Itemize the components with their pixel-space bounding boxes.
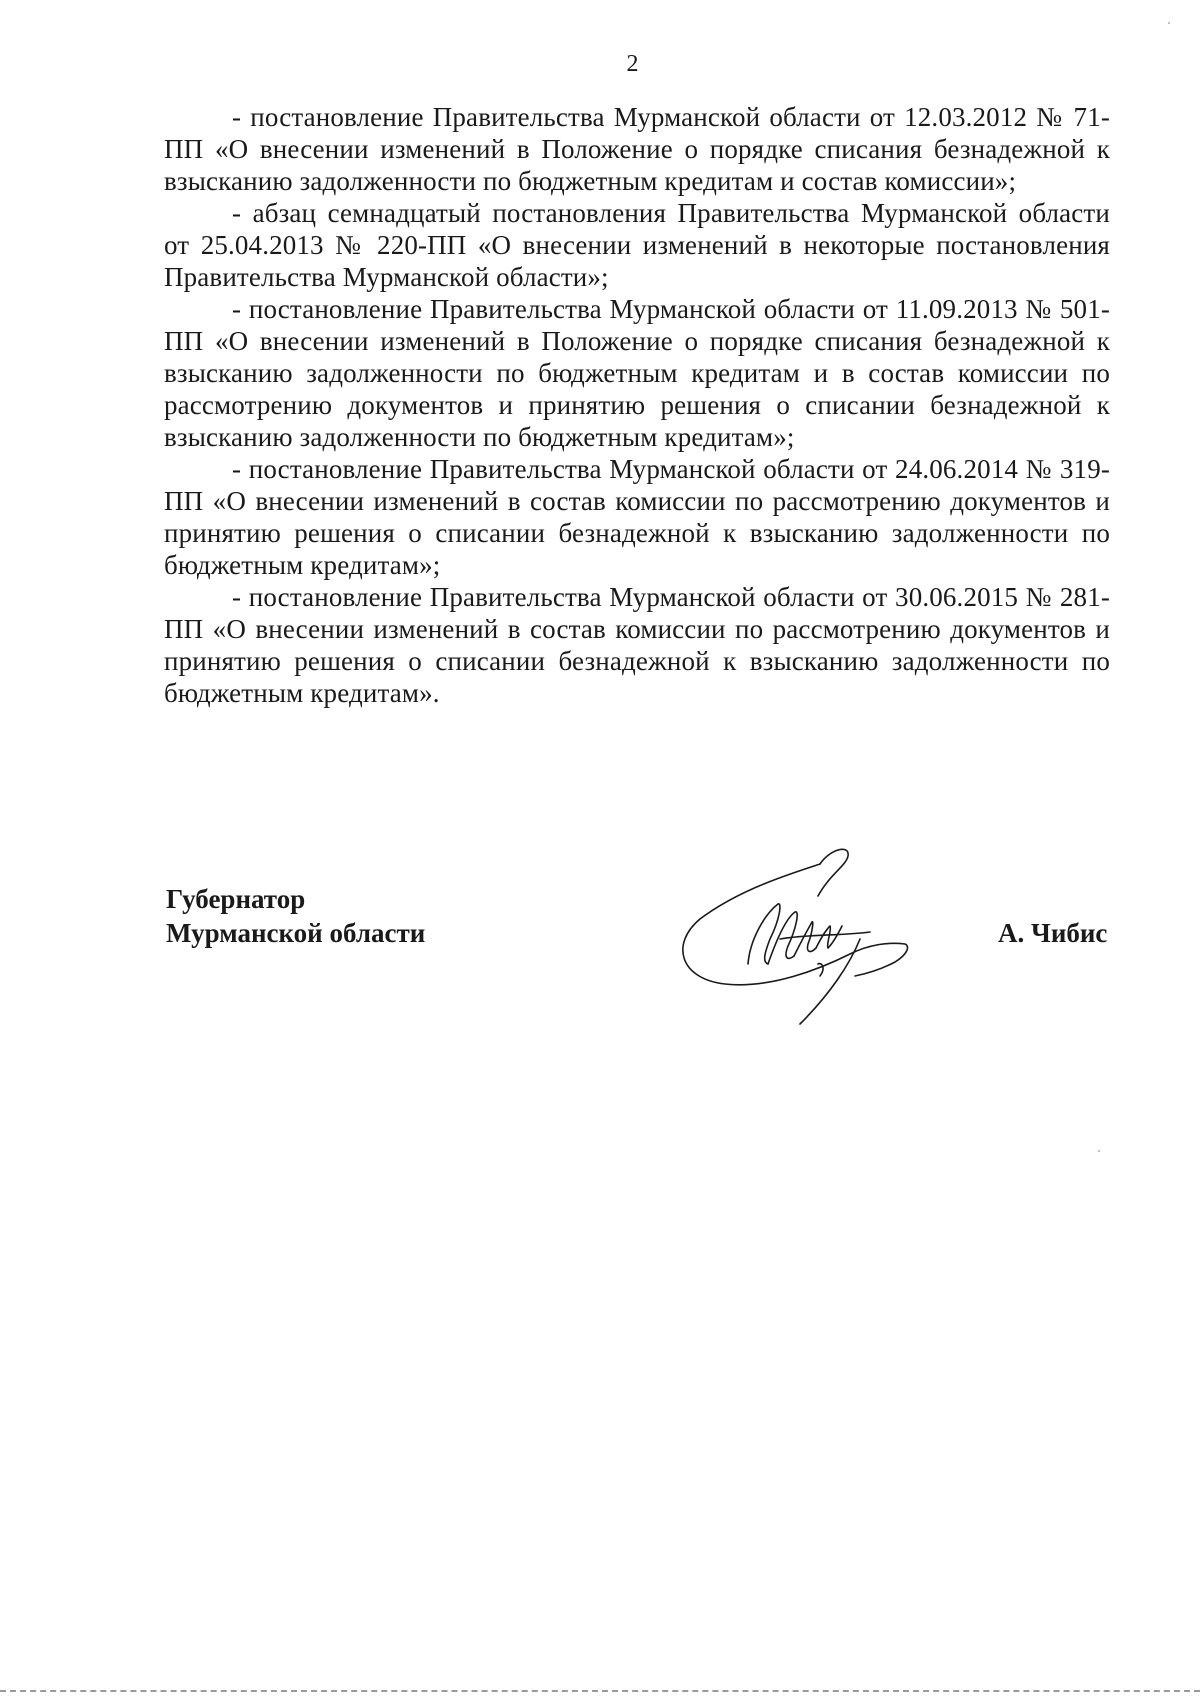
scan-speck — [1168, 22, 1170, 24]
list-item: - абзац семнадцатый постановления Правительства Мурманской области от 25.04.2013 № 220-ПП «О внесении изменений в некоторые постановления Правительства Мурманской области»; — [164, 198, 1110, 292]
handwritten-signature — [670, 844, 940, 1034]
list-item: - постановление Правительства Мурманской области от 12.03.2012 № 71-ПП «О внесении изменений в Положение о порядке списания безнадежной к взысканию задолженности по бюджетным кредитам и состав комиссии»; — [164, 102, 1110, 196]
signature-block — [0, 882, 1200, 1042]
list-item: - постановление Правительства Мурманской области от 24.06.2014 № 319-ПП «О внесении изменений в состав комиссии по рассмотрению документов и принятию решения о списании безнадежной к взысканию задолженности по бюджетным кредитам»; — [164, 454, 1110, 580]
page-number: 2 — [626, 51, 639, 77]
signatory-title-line-2: Мурманской области — [166, 918, 426, 948]
list-item: - постановление Правительства Мурманской области от 11.09.2013 № 501-ПП «О внесении изменений в Положение о порядке списания безнадежной к взысканию задолженности по бюджетным кредитам и в состав комиссии по рассмотрению документов и принятию решения о списании безнадежной к взысканию задолженности по бюджетным кредитам»; — [164, 294, 1110, 452]
scan-edge-rule — [0, 1690, 1200, 1693]
signatory-title — [166, 882, 425, 950]
document-body — [164, 101, 1110, 709]
scan-speck — [1098, 1150, 1100, 1152]
list-item: - постановление Правительства Мурманской области от 30.06.2015 № 281-ПП «О внесении изменений в состав комиссии по рассмотрению документов и принятию решения о списании безнадежной к взысканию задолженности по бюджетным кредитам». — [164, 582, 1110, 708]
signatory-title-line-1: Губернатор — [166, 884, 306, 914]
signatory-name: А. Чибис — [998, 918, 1108, 948]
